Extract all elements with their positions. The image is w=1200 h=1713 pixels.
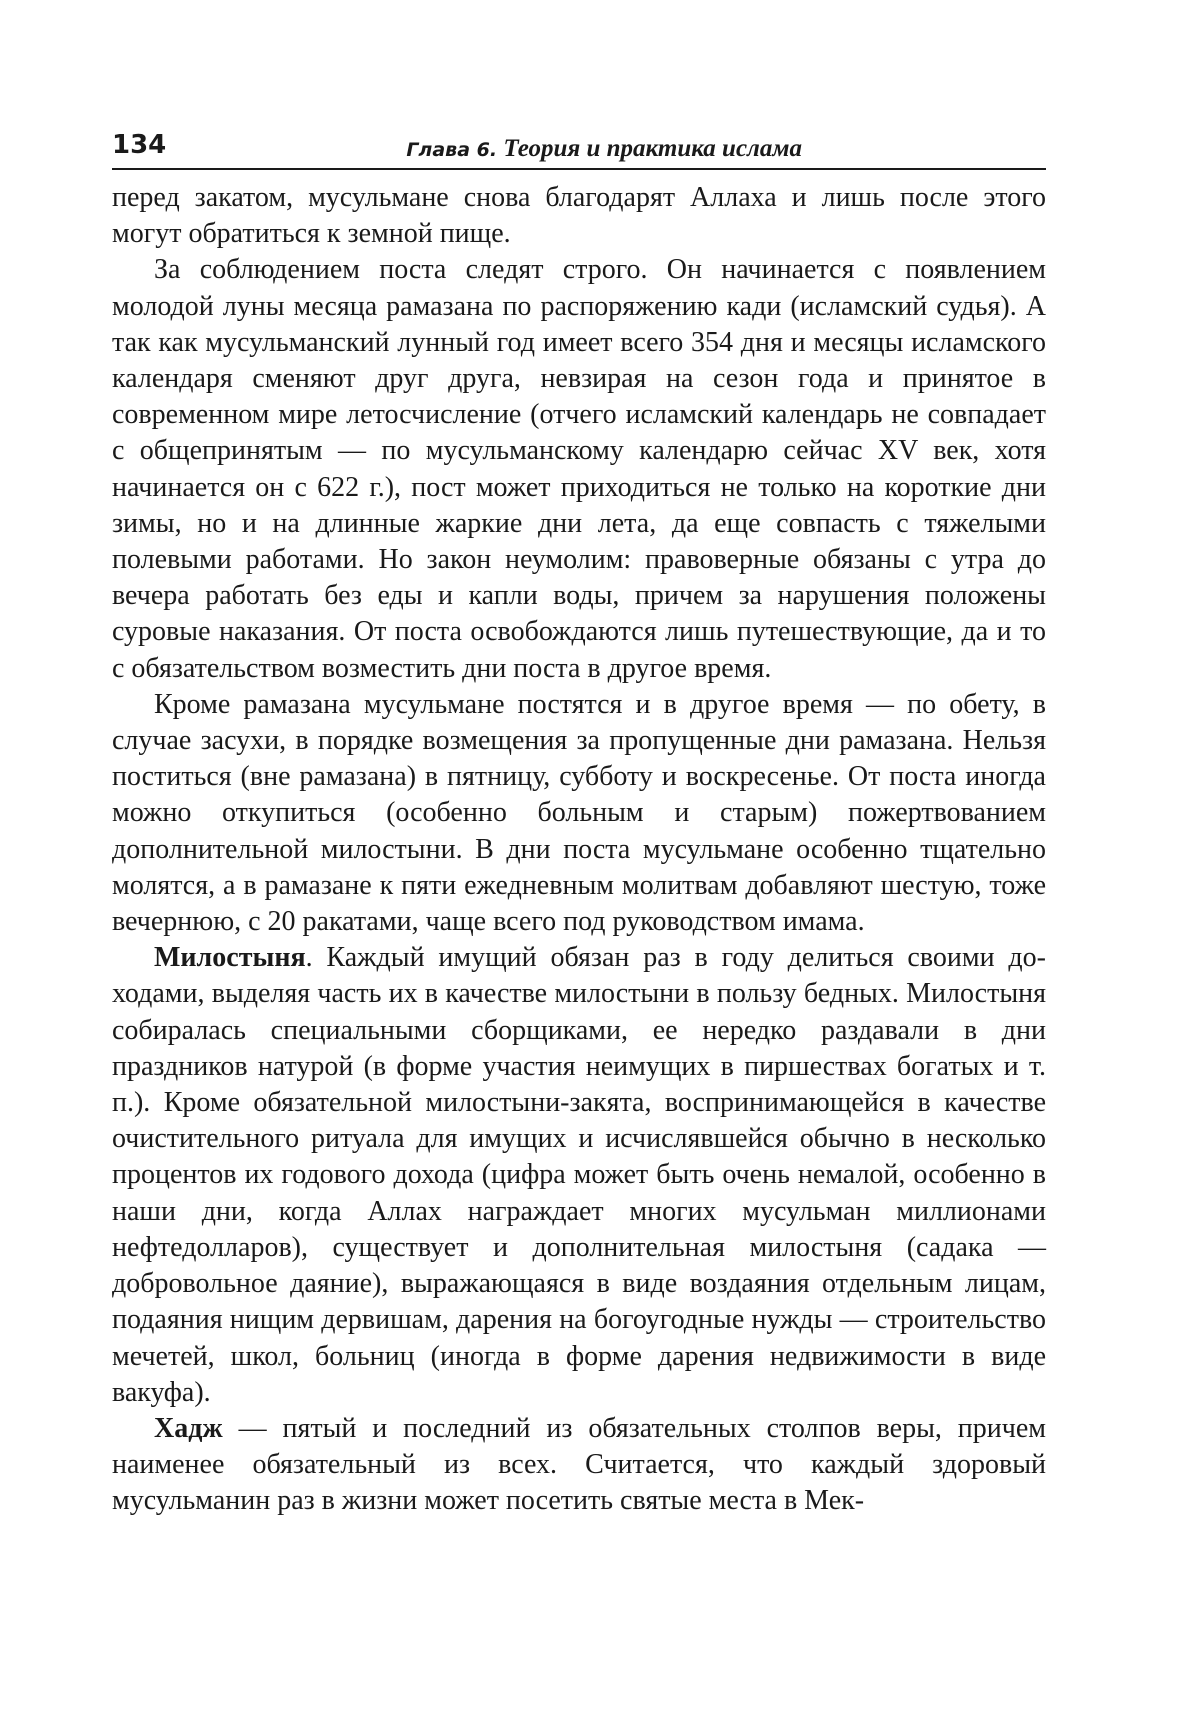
paragraph-text: . Каждый имущий обязан раз в году делиться своими доходами, выделяя часть их в качестве милостыни в пользу бедных. Милостыня собиралась специальными сборщиками, ее нередко раздавали в дни праздников натурой (в форме участия неимущих в пиршествах богатых и т. п.). Кроме обязательной милостыни-закята, воспринимающейся в качестве очистительного ритуала для имущих и исчислявшейся обычно в несколько процентов их годового дохода (цифра может быть очень немалой, особенно в наши дни, когда Аллах награждает многих мусульман миллионами нефтедолларов), существует и дополнительная милостыня (садака — добровольное даяние), выражающаяся в виде воздаяния отдельным лицам, подаяния нищим дервишам, дарения на богоугодные нужды — строительство мечетей, школ, больниц (иногда в форме дарения недвижимости в виде вакуфа). — [112, 942, 1046, 1408]
book-page — [112, 128, 1046, 1520]
term-alms: Милостыня — [154, 942, 306, 974]
paragraph-other-fasts — [112, 687, 1046, 940]
term-hajj: Хадж — [154, 1412, 223, 1444]
paragraph-text: — пятый и последний из обязательных столпов веры, причем наименее обязательный из всех. Считается, что каждый здоровый мусульманин раз в жизни может посетить святые места в Мек- — [112, 1412, 1046, 1517]
body-text — [112, 180, 1046, 1520]
paragraph-text: перед закатом, мусульмане снова благодарят Аллаха и лишь после этого могут обратиться к земной пище. — [112, 182, 1046, 250]
chapter-title: Теория и практика ислама — [503, 135, 802, 162]
chapter-heading — [406, 134, 802, 165]
paragraph-alms — [112, 940, 1046, 1411]
chapter-label: Глава 6. — [406, 139, 498, 161]
paragraph-continued — [112, 180, 1046, 252]
paragraph-hajj — [112, 1411, 1046, 1520]
paragraph-text: За соблюдением поста следят строго. Он начинается с появлением молодой луны месяца рамазана по распоряжению кади (исламский судья). А так как мусульманский лунный год имеет всего 354 дня и месяцы исламского календаря сменяют друг друга, невзирая на сезон года и принятое в современном мире летосчисление (отчего исламский календарь не совпадает с общепринятым — по мусульманскому календарю сейчас XV век, хотя начинается он с 622 г.), пост может приходиться не только на короткие дни зимы, но и на длинные жаркие дни лета, да еще совпасть с тяжелыми полевыми работами. Но закон неумолим: правоверные обязаны с утра до вечера работать без еды и капли воды, причем за нарушения положены суровые наказания. От поста освобождаются лишь путешествующие, да и то с обязательством возместить дни поста в другое время. — [112, 254, 1046, 684]
running-head — [112, 128, 1046, 170]
page-number: 134 — [112, 130, 167, 160]
paragraph-text: Кроме рамазана мусульмане постятся и в другое время — по обету, в случае засухи, в порядке возмещения за пропущенные дни рамазана. Нельзя поститься (вне рамазана) в пятницу, субботу и воскресенье. От поста иногда можно откупиться (особенно больным и старым) пожертвованием дополнительной милостыни. В дни поста мусульмане особенно тщательно молятся, а в рамазане к пяти ежедневным молитвам добавляют шестую, тоже вечернюю, с 20 ракатами, чаще всего под руководством имама. — [112, 688, 1046, 938]
paragraph-fasting-rules — [112, 252, 1046, 686]
